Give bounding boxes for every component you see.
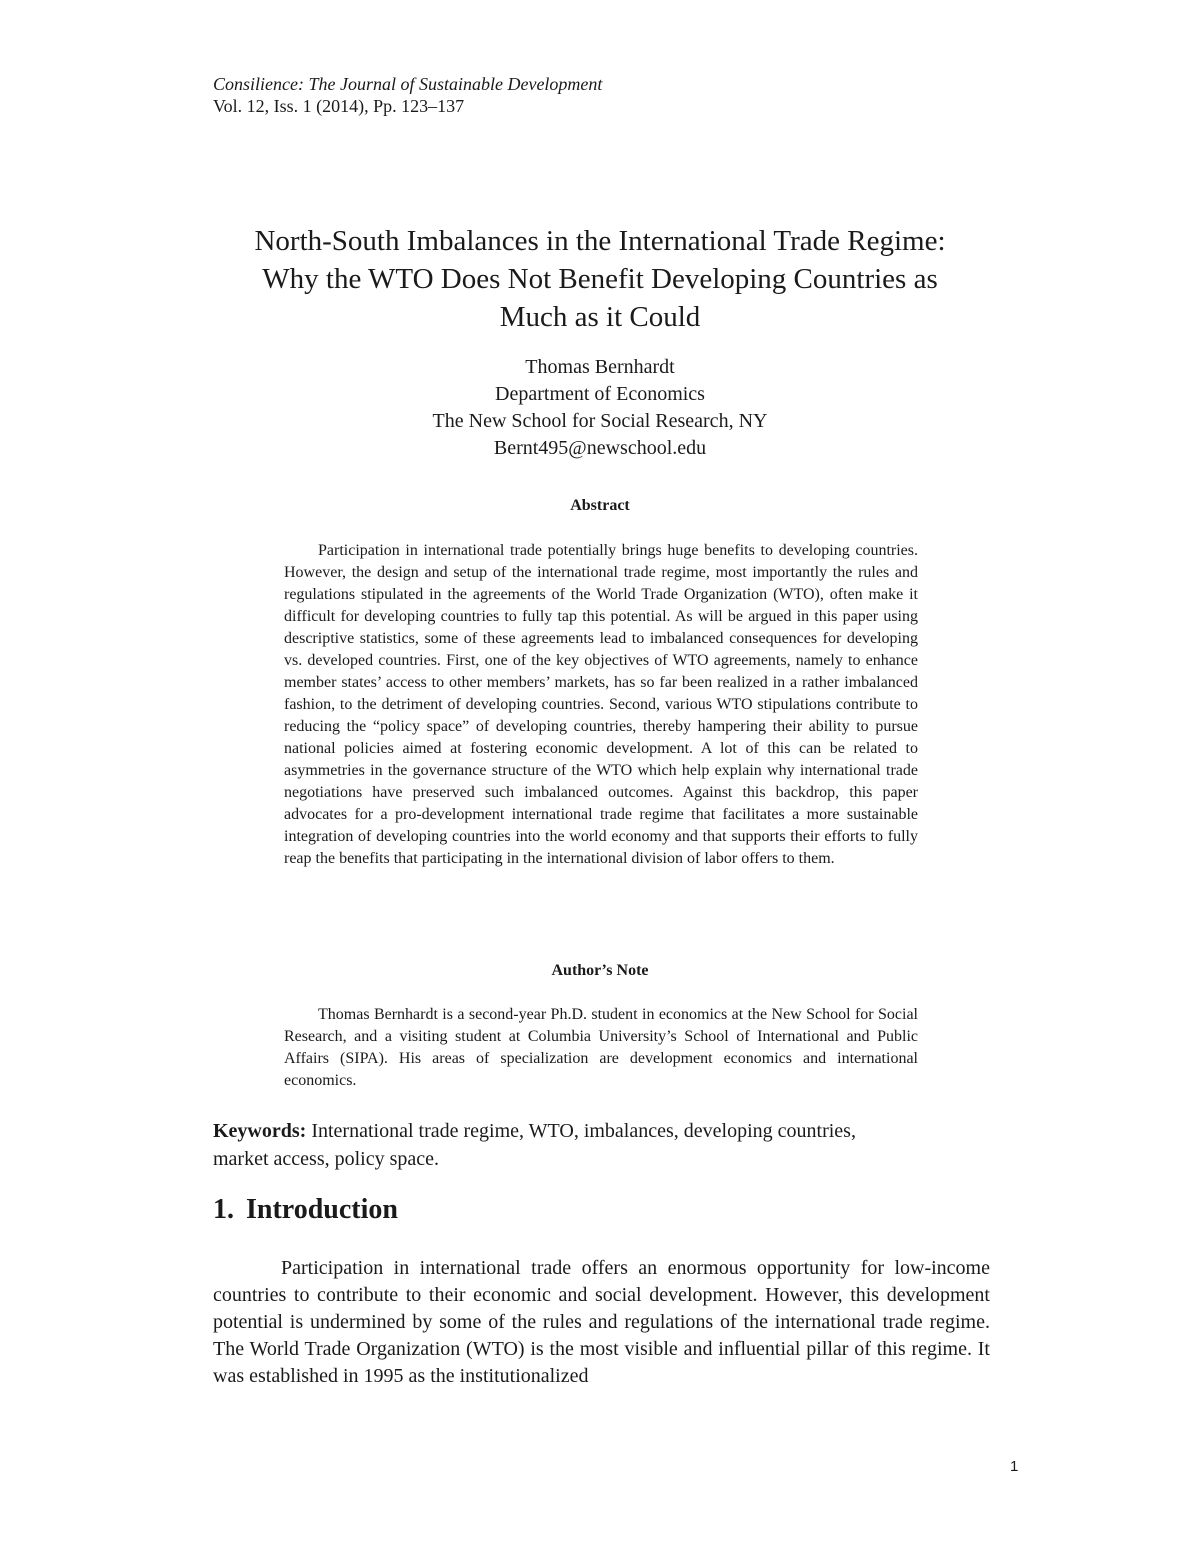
section-number: 1. bbox=[213, 1194, 234, 1225]
author-info bbox=[300, 354, 900, 462]
author-note-heading: Author’s Note bbox=[551, 962, 649, 979]
keywords bbox=[213, 1117, 863, 1173]
journal-name: Consilience: The Journal of Sustainable Development bbox=[213, 74, 603, 94]
introduction-body bbox=[213, 1255, 990, 1390]
section-heading-introduction bbox=[213, 1192, 398, 1228]
title-line-1: North-South Imbalances in the International Trade Regime: bbox=[254, 225, 946, 257]
abstract-paragraph: Participation in international trade potentially brings huge benefits to developing countries. However, the design and setup of the international trade regime, most importantly the rules and regulations stipulated in the agreements of the World Trade Organization (WTO), often make it difficult for developing countries to fully tap this potential. As will be argued in this paper using descriptive statistics, some of these agreements lead to imbalanced consequences for developing vs. developed countries. First, one of the key objectives of WTO agreements, namely to enhance member states’ access to other members’ markets, has so far been realized in a rather imbalanced fashion, to the detriment of developing countries. Second, various WTO stipulations contribute to reducing the “policy space” of developing countries, thereby hampering their ability to pursue national policies aimed at fostering economic development. A lot of this can be related to asymmetries in the governance structure of the WTO which help explain why international trade negotiations have preserved such imbalanced outcomes. Against this backdrop, this paper advocates for a pro-development international trade regime that facilitates a more sustainable integration of developing countries into the world economy and that supports their efforts to fully reap the benefits that participating in the international division of labor offers to them. bbox=[284, 542, 918, 867]
author-note-body bbox=[284, 1004, 918, 1092]
title-line-2: Why the WTO Does Not Benefit Developing Countries as bbox=[262, 263, 938, 295]
author-email[interactable]: Bernt495@newschool.edu bbox=[493, 437, 707, 459]
section-title: Introduction bbox=[246, 1194, 398, 1225]
keywords-text: International trade regime, WTO, imbalances, developing countries, market access, policy space. bbox=[213, 1120, 856, 1170]
page-number: 1 bbox=[1010, 1458, 1019, 1475]
paper-title bbox=[150, 222, 1050, 336]
author-department: Department of Economics bbox=[495, 383, 705, 405]
author-institution: The New School for Social Research, NY bbox=[432, 410, 768, 432]
introduction-paragraph: Participation in international trade offers an enormous opportunity for low-income countries to contribute to their economic and social development. However, this development potential is undermined by some of the rules and regulations of the international trade regime. The World Trade Organization (WTO) is the most visible and influential pillar of this regime. It was established in 1995 as the institutionalized bbox=[213, 1257, 990, 1387]
author-name: Thomas Bernhardt bbox=[525, 356, 675, 378]
author-note-paragraph: Thomas Bernhardt is a second-year Ph.D. student in economics at the New School for Social Research, and a visiting student at Columbia University’s School of International and Public Affairs (SIPA). His areas of specialization are development economics and international economics. bbox=[284, 1006, 918, 1089]
abstract-heading: Abstract bbox=[570, 497, 630, 514]
title-line-3: Much as it Could bbox=[499, 301, 701, 333]
abstract-body bbox=[284, 540, 918, 870]
journal-volume-info: Vol. 12, Iss. 1 (2014), Pp. 123–137 bbox=[213, 96, 465, 116]
keywords-label: Keywords: bbox=[213, 1120, 307, 1142]
journal-header bbox=[213, 73, 913, 117]
